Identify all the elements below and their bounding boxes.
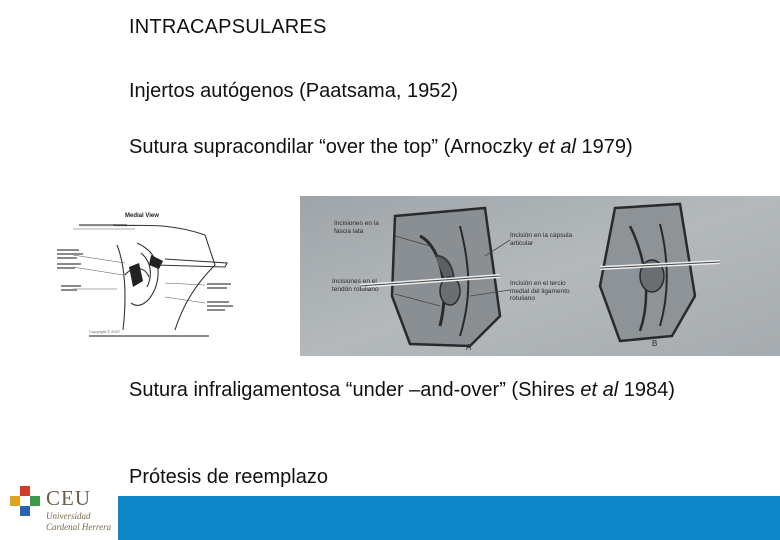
item-protesis [129, 464, 328, 490]
label-capsula: Incisión en la cápsula articular [510, 232, 573, 247]
label-tercio-wrap [510, 280, 580, 308]
logo-line1: Universidad [46, 511, 91, 521]
slide-heading: INTRACAPSULARES [129, 16, 327, 38]
surgical-photo-figure [300, 196, 780, 356]
label-fascia: Incisiones en la fascia lata [334, 220, 379, 235]
item-text-b: 1984) [618, 379, 675, 401]
label-capsula-wrap [510, 232, 580, 252]
label-tercio: Incisión en el tercio medial del ligamento rotuliano [510, 280, 570, 302]
item-sutura-supracondilar [129, 134, 749, 160]
logo-line2: Cardenal Herrera [46, 522, 112, 532]
item-em: et al [580, 379, 619, 401]
knee-drawing [113, 225, 227, 330]
item-text-a: Sutura supracondilar “over the top” (Arnoczky [129, 136, 539, 158]
item-em: et al [538, 136, 576, 158]
item-text: Prótesis de reemplazo [129, 466, 328, 488]
item-sutura-infraligamentosa [129, 377, 749, 403]
item-injertos [129, 78, 458, 104]
item-text: Injertos autógenos (Paatsama, 1952) [129, 80, 459, 102]
figure-left-title: Medial View [125, 213, 159, 219]
panel-b-label: B [652, 339, 658, 348]
ceu-cross-logo-icon [8, 484, 42, 518]
medial-view-figure [55, 205, 245, 345]
label-tendon-wrap [332, 278, 396, 298]
figure-left-caption: Copyright © 2007 ... [89, 329, 125, 334]
logo-ceu: CEU [46, 486, 91, 510]
label-fascia-wrap [334, 220, 396, 240]
footer-band [118, 496, 780, 540]
item-text-a: Sutura infraligamentosa “under –and-over” (Shires [129, 379, 581, 401]
label-tendon: Incisiones en el tendón rotuliano [332, 278, 379, 293]
panel-a-label: A [466, 343, 472, 352]
item-text-b: 1979) [575, 136, 633, 158]
